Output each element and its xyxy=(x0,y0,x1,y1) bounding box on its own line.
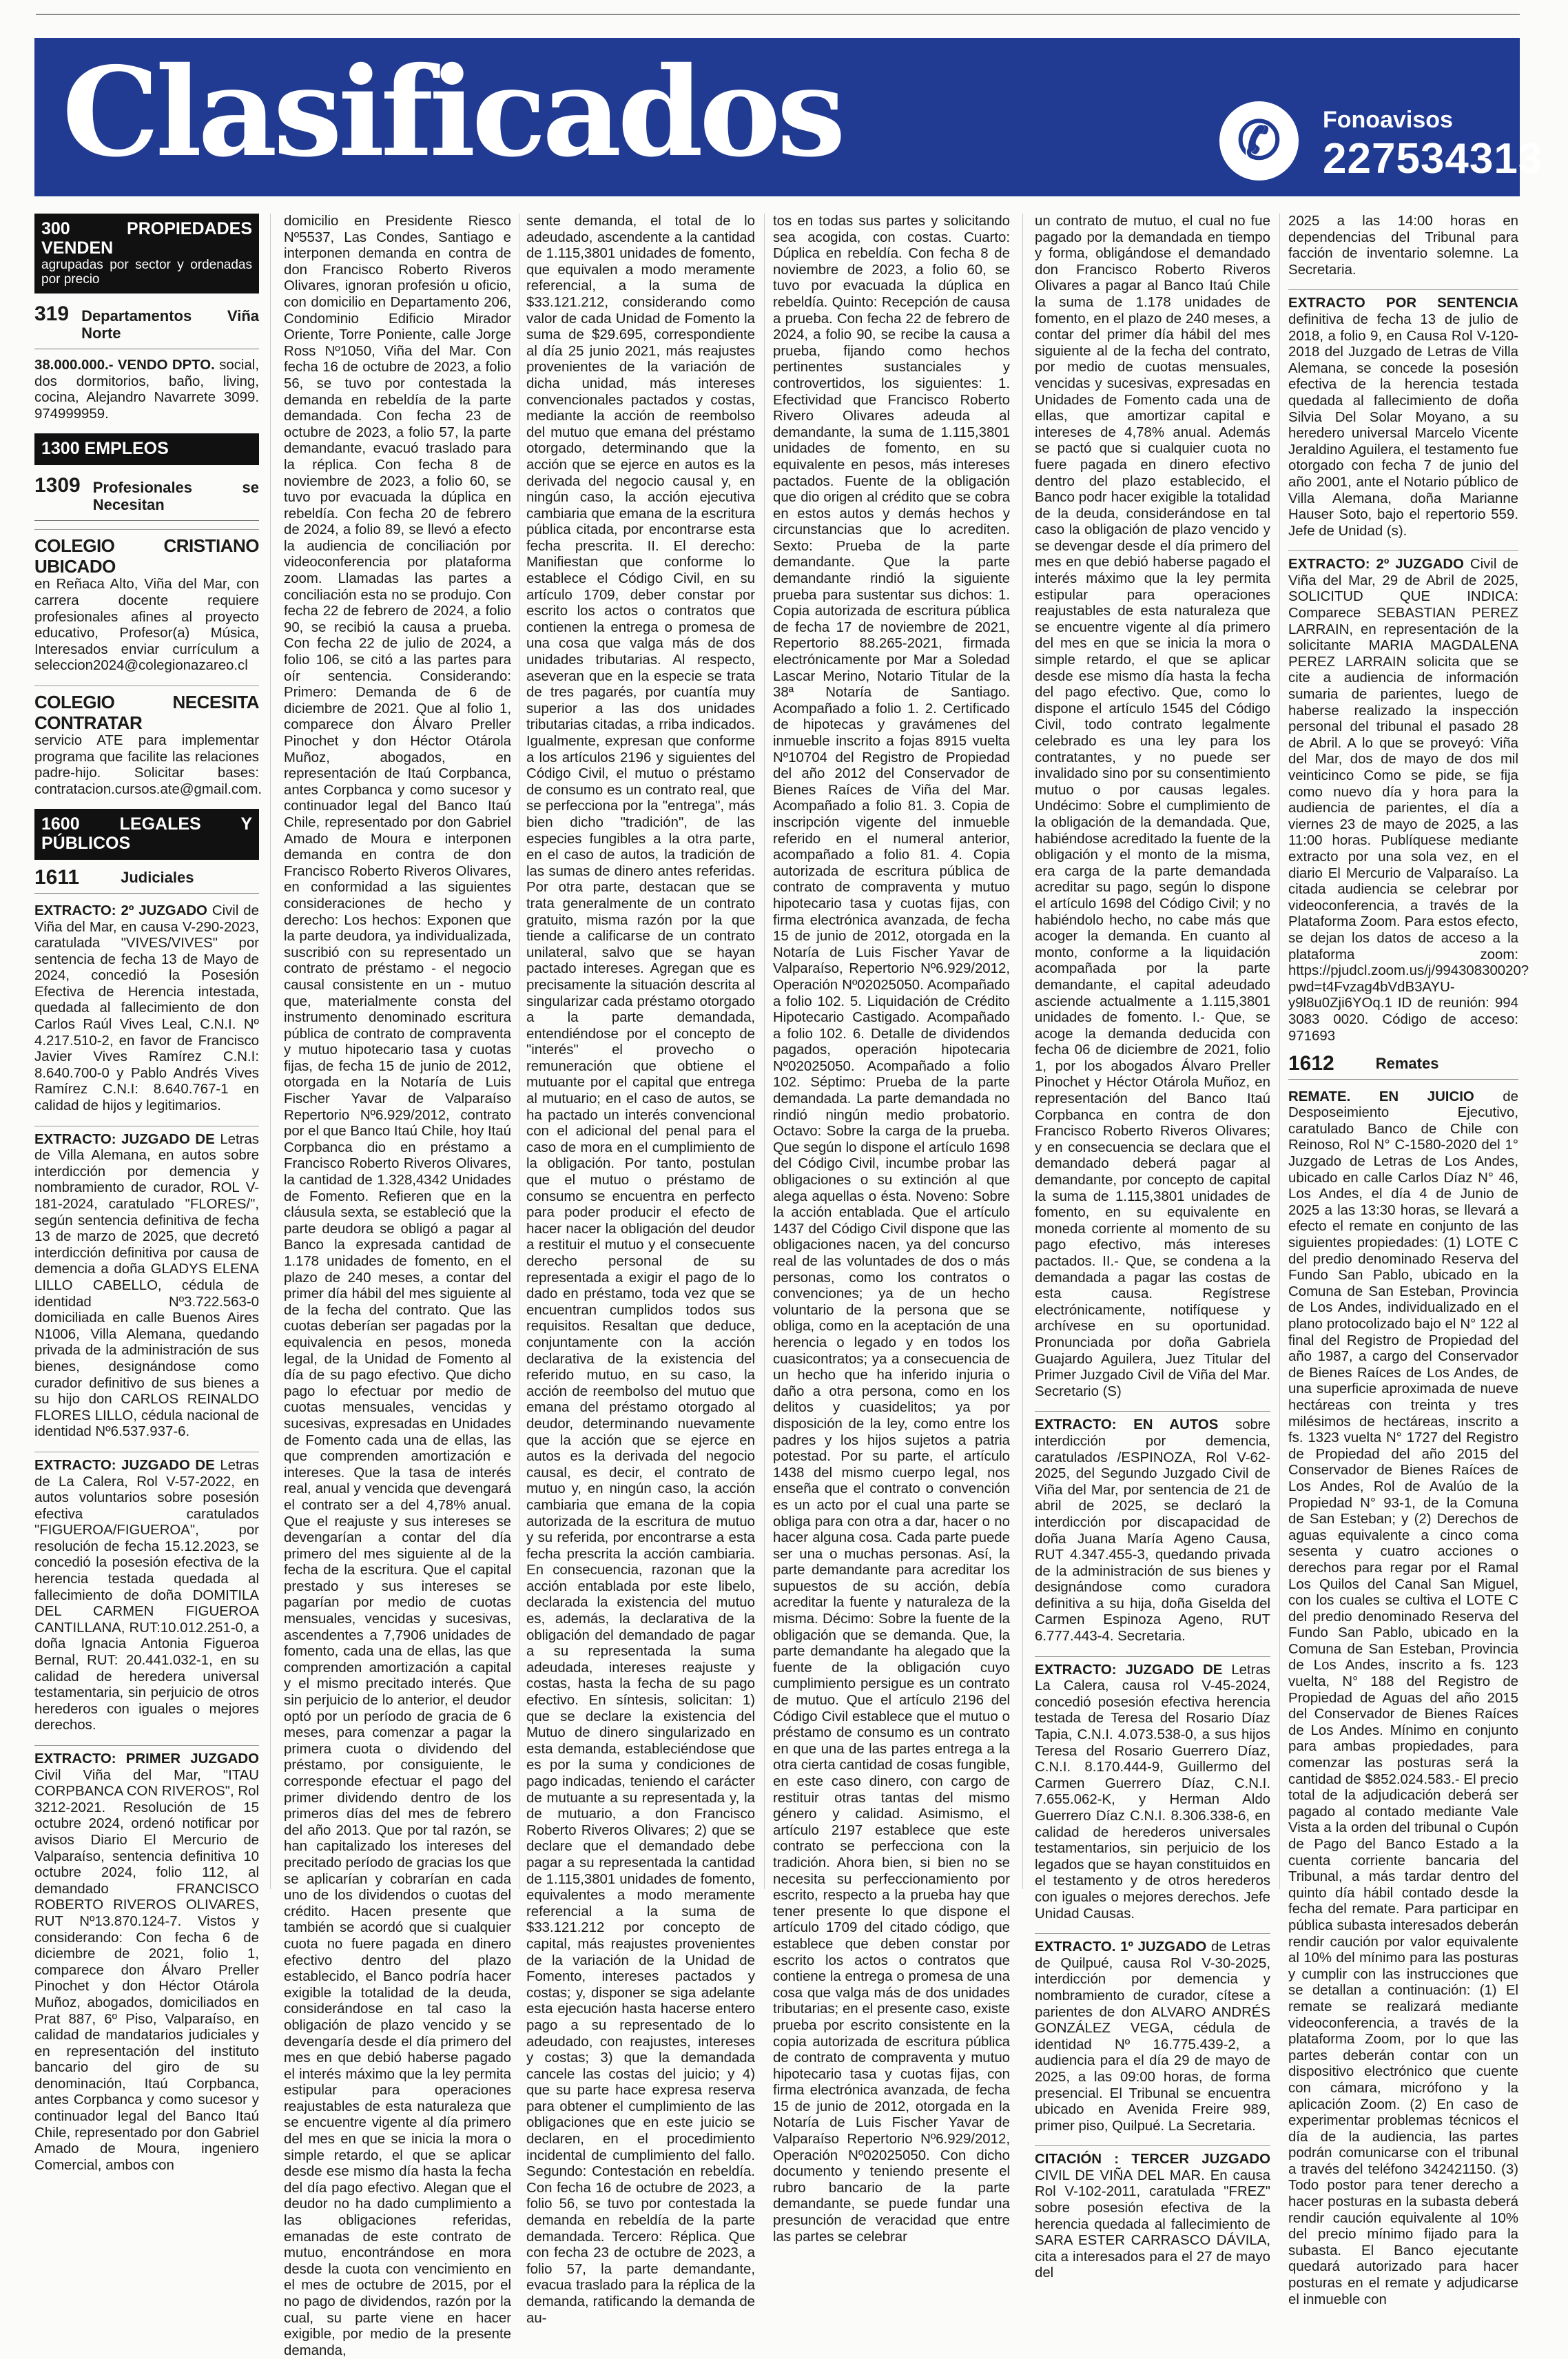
column-divider xyxy=(764,214,765,1889)
column-6 xyxy=(1288,214,1529,2307)
section-header-propiedades: 300 PROPIEDADES VENDEN agrupadas por sector y ordenadas por precio xyxy=(34,214,259,293)
remate-notice: REMATE. EN JUICIO de Desposeimiento Ejecutivo, caratulado Banco de Chile con Reinoso, Rol N° C-1580-2020 del 1° Juzgado de Letras de Los Andes, ubicado en calle Carlos Díaz N° 46, Los Andes, el día 4 de Junio de 2025 a las 13:30 horas, se llevará a efecto el remate en conjunto de las siguientes propiedades: (1) LOTE C del predio denominado Reserva del Fundo San Pablo, ubicado en la Comuna de San Esteban, Provincia de Los Andes, individualizado en el plano protocolizado bajo el N° 122 al final del Registro de Propiedad del año 1987, a cargo del Conservador de Bienes Raíces de Los Andes, de una superficie aproximada de nueve hectáreas con treinta y tres milésimos de hectáreas, inscrito a fs. 1323 vuelta N° 1727 del Registro de Propiedad del año 2015 del Conservador de Bienes Raíces de Los Andes, Rol de Avalúo de la Propiedad N° 93-1, de la Comuna de San Esteban; y (2) Derechos de aguas equivalente a cinco coma sesenta y cuatro acciones o derechos para regar por el Ramal Los Quilos del Canal San Miguel, con los cuales se cultiva el LOTE C del predio denominado Reserva del Fundo San Pablo, ubicado en la Comuna de San Esteban, Provincia de Los Andes, inscrito a fs. 123 vuelta, N° 188 del Registro de Propiedad de Aguas del año 2015 del Conservador de Bienes Raíces de Los Andes. Mínimo en conjunto para ambas propiedades, para comenzar las posturas será la cantidad de $852.024.583.- El precio total de la adjudicación deberá ser pagado al contado mediante Vale Vista a la orden del tribunal o Cupón de Pago del Banco Estado a la cuenta corriente bancaria del Tribunal, a más tardar dentro del quinto día hábil contado desde la fecha del remate. Para participar en pública subasta interesados deberán rendir caución por valor equivalente al 10% del mínimo para las posturas y cumplir con las instrucciones que se detallan a continuación: (1) El remate se realizará mediante videoconferencia, a través de la plataforma Zoom, por lo que las partes deberán contar con un dispositivo electrónico que cuente con cámara, micrófono y la aplicación Zoom. (2) En caso de experimentar problemas técnicos el día de la audiencia, las partes podrán comunicarse con el tribunal a través del teléfono 342421150. (3) Todo postor para tener derecho a hacer posturas en la subasta deberá rendir caución equivalente al 10% del precio mínimo fijado para la subasta. El Banco ejecutante quedará autorizado para hacer posturas en el remate y adjudicarse el inmueble con xyxy=(1288,1089,1518,2307)
ad-heading-colegio-necesita: COLEGIO NECESITA CONTRATAR xyxy=(34,686,259,733)
legal-notice: EXTRACTO: PRIMER JUZGADO Civil Viña del Mar, "ITAU CORPBANCA CON RIVEROS", Rol 3212-2021. Resolución de 15 octubre 2024, ordenó notificar por avisos Diario El Mercurio de Valparaíso, sentencia definitiva 10 octubre 2024, folio 112, al demandado FRANCISCO ROBERTO RIVEROS OLIVARES, RUT Nº13.870.124-7. Vistos y considerando: Con fecha 6 de diciembre de 2021, folio 1, comparece don Álvaro Preller Pinochet y don Héctor Otárola Muñoz, abogados, domiciliados en Prat 887, 6º Piso, Valparaíso, en calidad de mandatarios judiciales y en representación del instituto bancario del giro de su denominación, Itaú Corpbanca, antes Corpbanca y como sucesor y continuador legal del Banco Itaú Chile, representado por don Gabriel Amado de Moura, ingeniero Comercial, ambos con xyxy=(34,1745,259,2174)
legal-notice-continued: 2025 a las 14:00 horas en dependencias del Tribunal para facción de inventario solemne. La Secretaria. xyxy=(1288,214,1518,278)
masthead xyxy=(34,38,1543,196)
legal-notice: EXTRACTO: EN AUTOS sobre interdicción por demencia, caratulados /ESPINOZA, Rol V-62-2025, del Segundo Juzgado Civil de Viña del Mar, por sentencia de 21 de abril de 2025, se declaró la interdicción por discapacidad de doña Juana María Ageno Causa, RUT 4.347.455-3, quedando privada de la administración de sus bienes y designándose como curadora definitiva a su hija, doña Giselda del Carmen Espinoza Ageno, RUT 6.777.443-4. Secretaria. xyxy=(1035,1411,1270,1645)
column-1 xyxy=(34,214,262,2173)
subsection-departamentos: 319 Departamentos Viña Norte xyxy=(34,303,259,349)
masthead-title: Clasificados xyxy=(62,40,842,184)
ad-colegio-cristiano: en Reñaca Alto, Viña del Mar, con carrera docente requiere profesionales afines al proyecto educativo, Profesor(a) Música, Interesados enviar currículum a seleccion2024@colegionazareo.cl xyxy=(34,577,259,674)
section-header-empleos: 1300 EMPLEOS xyxy=(34,433,259,465)
legal-notice: CITACIÓN : TERCER JUZGADO CIVIL DE VIÑA DEL MAR. En causa Rol V-102-2011, caratulada "FREZ" sobre posesión efectiva de la herencia quedada al fallecimiento de SARA ESTER CARRASCO DÁVILA, cita a interesados para el 27 de mayo del xyxy=(1035,2145,1270,2282)
column-divider xyxy=(270,214,271,1889)
ad-colegio-necesita: servicio ATE para implementar programa que facilite las relaciones padre-hijo. Solicitar bases: contratacion.cursos.ate@gmail.com. xyxy=(34,732,262,797)
subsection-judiciales: 1611 Judiciales xyxy=(34,869,259,894)
legal-notice: EXTRACTO. 1º JUZGADO de Letras de Quilpué, causa Rol V-30-2025, interdicción por demencia y nombramiento de curador, cítese a parientes de don ALVARO ANDRÉS GONZÁLEZ VEGA, cédula de identidad Nº 16.775.439-2, a audiencia para el día 29 de mayo de 2025, a las 09:00 horas, de forma presencial. El Tribunal se encuentra ubicado en Avenida Freire 989, primer piso, Quilpué. La Secretaria. xyxy=(1035,1933,1270,2134)
legal-notice: EXTRACTO: JUZGADO DE Letras de Villa Alemana, en autos sobre interdicción por demencia y nombramiento de curador, ROL V-181-2024, caratulado "FLORES/", según sentencia definitiva de fecha 13 de marzo de 2025, que decretó interdicción definitiva por causa de demencia a doña GLADYS ELENA LILLO CABELLO, cédula de identidad Nº3.722.563-0 domiciliada en calle Buenos Aires N1006, Villa Alemana, quedando privada de la administración de sus bienes, designándose como curador definitivo de sus bienes a su hijo don CARLOS REINALDO FLORES LILLO, cédula nacional de identidad Nº6.537.937-6. xyxy=(34,1126,259,1441)
fonoavisos-label: Fonoavisos xyxy=(1323,107,1453,133)
legal-notice-continued: domicilio en Presidente Riesco Nº5537, Las Condes, Santiago e interponen demanda en contra de don Francisco Roberto Riveros Olivares, ignoran profesión u oficio, con domicilio en Departamento 206, Condominio Edificio Mirador Oriente, Torre Poniente, calle Jorge Ross Nº1050, Viña del Mar. Con fecha 16 de octubre de 2023, a folio 56, se tuvo por contestada la demanda en rebeldía de la parte demandada. Con fecha 23 de octubre de 2023, a folio 57, la parte demandante, evacuó traslado para la réplica. Con fecha 8 de noviembre de 2023, a folio 60, se tuvo por evacuada la dúplica en rebeldía. Con fecha 20 de febrero de 2024, a folio 89, se llevó a efecto la audiencia de conciliación por videoconferencia por plataforma zoom. Llamadas las partes a conciliación esta no se produjo. Con fecha 22 de febrero de 2024, a folio 90, se recibió la causa a prueba. Con fecha 22 de julio de 2024, a folio 106, se citó a las partes para oír sentencia. Considerando: Primero: Demanda de 6 de diciembre de 2021. Que al folio 1, comparece don Álvaro Preller Pinochet y don Héctor Otárola Muñoz, abogados, en representación de Itaú Corpbanca, antes Corpbanca y como sucesor y continuador legal del Banco Itaú Chile, representado por don Gabriel Amado de Moura e interponen demanda en contra de don Francisco Roberto Riveros Olivares, en conformidad a las siguientes consideraciones de hecho y derecho: Los hechos: Exponen que la parte deudora, ya individualizada, suscribió con su representado un contrato de préstamo - el negocio causal consistente en un - mutuo que, materialmente consta del instrumento denominado escritura pública de contrato de compraventa y mutuo hipotecario tasa y cuotas fijas, de fecha 15 de junio de 2012, otorgada en la Notaría de Luis Fischer Yavar de Valparaíso Repertorio Nº6.929/2012, contrato por el que Banco Itaú Chile, hoy Itaú Corpbanca dio en préstamo a Francisco Roberto Riveros Olivares, la cantidad de 1.328,4342 Unidades de Fomento. Refieren que en la cláusula sexta, se estableció que la parte deudora se obligó a pagar al Banco la expresada cantidad de 1.178 unidades de fomento, en el plazo de 240 meses, a contar del primer día hábil del mes siguiente al de la fecha del contrato. Que las cuotas deberían ser pagadas por la equivalencia en pesos, moneda legal, de la Unidad de Fomento al día de su pago efectivo. Que dicho pago lo efectuar por medio de cuotas mensuales, vencidas y sucesivas, expresadas en Unidades de Fomento cada una de ellas, las que comprenden amortización e intereses. Que la tasa de interés real, anual y vencida que devengará el contrato ser a del 4,78% anual. Que el reajuste y sus intereses se devengarían a contar del día primero del mes siguiente al de la fecha de la escritura. Que el capital prestado y sus intereses se pagarían por medio de cuotas mensuales, vencidas y sucesivas, ascendentes a 7,7906 unidades de fomento, cada una de ellas, las que comprenden amortización a capital y el mismo precitado interés. Que sin perjuicio de lo anterior, el deudor optó por un período de gracia de 6 meses, para comenzar a pagar la primera cuota o dividendo del préstamo, por consiguiente, le corresponde efectuar el pago del primer dividendo dentro de los primeros días del mes de febrero del año 2013. Que por tal razón, se han capitalizado los intereses del precitado período de gracias los que se aplicarían y cobrarían en cada uno de los dividendos o cuotas del crédito. Hacen presente que también se acordó que si cualquier cuota no fuere pagada en dinero efectivo dentro del plazo establecido, el Banco podría hacer exigible la totalidad de la deuda, considerándose en tal caso la obligación de plazo vencido y se devengaría desde el día primero del mes en que debió haberse pagado el interés máximo que la ley permita estipular para operaciones reajustables de esta naturaleza que se encuentre vigente al día primero del mes en que se inicia la mora o simple retardo, el que se aplicar desde ese mismo día hasta la fecha del día pago efectivo. Alegan que el deudor no ha dado cumplimiento a las obligaciones referidas, emanadas de este contrato de mutuo, encontrándose en mora desde la cuota con vencimiento en el mes de octubre de 2015, por el no pago de dividendos, razón por la cual, su parte viene en hacer exigible, por medio de la presente demanda, xyxy=(284,214,511,2358)
column-3 xyxy=(526,214,755,2326)
legal-notice: EXTRACTO: JUZGADO DE Letras La Calera, causa rol V-45-2024, concedió posesión efectiva herencia testada de Teresa del Rosario Díaz Tapia, C.N.I. 4.073.538-0, a sus hijos Teresa del Rosario Guerrero Díaz, C.N.I. 8.170.444-9, Guillermo del Carmen Guerrero Díaz, C.N.I. 7.655.062-K, y Herman Aldo Guerrero Díaz C.N.I. 8.306.338-6, en calidad de herederos universales testamentarios, sin perjuicio de los legados que se hayan constituidos en el testamento y de otros herederos con iguales o mejores derechos. Jefe Unidad Causas. xyxy=(1035,1656,1270,1923)
legal-notice: EXTRACTO: 2º JUZGADO Civil de Viña del Mar, 29 de Abril de 2025, SOLICITUD QUE INDICA: Comparece SEBASTIAN PEREZ LARRAIN, en representación de la solicitante MARIA MAGDALENA PEREZ LARRAIN solicita que se cite a audiencia de información sumaria de parientes, luego de haberse realizado la inspección personal del tribunal el pasado 28 de Abril. A lo que se proveyó: Viña del Mar, dos de mayo de dos mil veinticinco Como se pide, se fija como nuevo día y hora para la audiencia de parientes, el día a viernes 23 de mayo de 2025, a las 11:00 horas. Publíquese mediante extracto por una sola vez, en el diario El Mercurio de Valparaíso. La citada audiencia se celebrar por videoconferencia, a través de la Plataforma Zoom. Para estos efecto, se dejan los datos de acceso a la plataforma zoom: https://pjudcl.zoom.us/j/99430830020?pwd=t4Fvzag4bVdB3AYU-y9l8u0Zji6YOq.1 ID de reunión: 994 3083 0020. Código de acceso: 971693 xyxy=(1288,550,1518,1044)
column-divider xyxy=(1279,214,1280,1889)
column-divider xyxy=(1022,214,1023,1889)
section-header-legales: 1600 LEGALES Y PÚBLICOS xyxy=(34,809,259,860)
legal-notice: EXTRACTO: 2º JUZGADO Civil de Viña del Mar, en causa V-290-2023, caratulada "VIVES/VIVES" por sentencia de fecha 13 de Mayo de 2024, concedió la Posesión Efectiva de Herencia intestada, quedada al fallecimiento de don Carlos Raúl Vives Leal, C.N.I. Nº 4.217.510-2, en favor de Francisco Javier Vives Ramírez C.N.I: 8.640.700-0 y Pablo Andrés Vives Ramírez C.N.I: 8.640.767-1 en calidad de hijos y legitimarios. xyxy=(34,903,259,1114)
top-rule xyxy=(36,14,1520,15)
column-2 xyxy=(284,214,511,2358)
column-5 xyxy=(1035,214,1271,2281)
phone-icon: ✆ xyxy=(1219,101,1299,181)
legal-notice-continued: sente demanda, el total de lo adeudado, ascendente a la cantidad de 1.115,3801 unidades de fomento, que equivalen a modo meramente referencial, a la suma de $33.121.212, considerando como valor de cada Unidad de Fomento la suma de $29.695, correspondiente al día 25 junio 2021, más reajustes provenientes de la variación de dicha unidad, más intereses convencionales pactados y costas, mediante la acción de reembolso del mutuo que emana del préstamo otorgado, determinando que la acción que se ejerce en autos es la derivada del negocio causal y, en ningún caso, la acción ejecutiva cambiaria que emana de la escritura pública citada, por encontrarse esta fecha prescrita. II. El derecho: Manifiestan que conforme lo establece el Código Civil, en su artículo 1709, deber constar por escrito los actos o contratos que contienen la entrega o promesa de una cosa que valga más de dos unidades tributarias. Al respecto, aseveran que en la especie se trata de tres pagarés, por cuantía muy superior a las dos unidades tributarias citadas, a rriba indicados. Igualmente, expresan que conforme a los artículos 2196 y siguientes del Código Civil, el mutuo o préstamo de consumo es un contrato real, que se perfecciona por la "entrega", más bien dicho "tradición", de las especies fungibles a la otra parte, en el caso de autos, la tradición de las sumas de dinero antes referidas. Por otra parte, destacan que se trata generalmente de un contrato gratuito, misma razón por la que tiende a calificarse de un contrato unilateral, salvo que se hayan pactado intereses. Agregan que es precisamente la situación descrita al singularizar cada préstamo otorgado a la parte demandada, entendiéndose por el concepto de "interés" el provecho o remuneración que obtiene el mutuante por el capital que entrega al mutuario; en el caso de autos, se ha pactado un interés convencional con el adicional del penal para el caso de mora en el cumplimiento de la obligación. Por tanto, postulan que el mutuo o préstamo de consumo se encuentra en perfecto para poder producir el efecto de hacer nacer la obligación del deudor a restituir el mutuo y el consecuente derecho personal de su representada a exigir el pago de lo dado en préstamo, toda vez que se encuentran cumplidos todos sus requisitos. Resaltan que deduce, conjuntamente con la acción declarativa de la existencia del referido mutuo, en su caso, la acción de reembolso del mutuo que emana del préstamo otorgado al deudor, determinando nuevamente que la acción que se ejerce en autos es la derivada del negocio causal, es decir, el contrato de mutuo y, en ningún caso, la acción cambiaria que emana de la copia autorizada de la escritura de mutuo y su referida, por encontrarse a esta fecha prescrita la acción cambiaria. En consecuencia, razonan que la acción entablada por este libelo, declarada la existencia del mutuo es, además, la declarativa de la obligación del demandado de pagar a su representada la suma adeudada, intereses reajuste y costas, hasta la fecha de su pago efectivo. En síntesis, solicitan: 1) que se declare la existencia del Mutuo de dinero singularizado en esta demanda, estableciéndose que es por la suma y condiciones de pago indicadas, teniendo el carácter de mutuante a su representada y, la de mutuario, a don Francisco Roberto Riveros Olivares; 2) que se declare que el demandado debe pagar a su representada la cantidad de 1.115,3801 unidades de fomento, equivalentes a modo meramente referencial a la suma de $33.121.212 por concepto de capital, más reajustes provenientes de la variación de la Unidad de Fomento, intereses pactados y costas; y, disponer se siga adelante esta ejecución hasta hacerse entero pago a su representado de lo adeudado, con reajustes, intereses y costas; 3) que la demandada cancele las costas del juicio; y 4) que su parte hace expresa reserva para obtener el cumplimiento de las obligaciones que en este juicio se declaren, en el procedimiento incidental de cumplimiento del fallo. Segundo: Contestación en rebeldía. Con fecha 16 de octubre de 2023, a folio 56, se tuvo por contestada la demanda en rebeldía de la parte demandada. Tercero: Réplica. Que con fecha 23 de octubre de 2023, a folio 57, la parte demandante, evacua traslado para la réplica de la demanda, ratificando la demanda de au- xyxy=(526,214,755,2326)
ad-departamento: 38.000.000.- VENDO DPTO. social, dos dormitorios, baño, living, cocina, Alejandro Navarrete 3099. 974999959. xyxy=(34,358,259,422)
legal-notice-continued: un contrato de mutuo, el cual no fue pagado por la demandada en tiempo y forma, obligándose el demandado don Francisco Roberto Riveros Olivares a pagar al Banco Itaú Chile la suma de 1.178 unidades de fomento, en el plazo de 240 meses, a contar del primer día hábil del mes siguiente al de la fecha del contrato, por medio de cuotas mensuales, vencidas y sucesivas, expresadas en Unidades de Fomento cada una de ellas, que amortizar capital e intereses de 4,78% anual. Además se pactó que si cualquier cuota no fuere pagada en dinero efectivo dentro del plazo establecido, el Banco podr hacer exigible la totalidad de la deuda, considerándose en tal caso la obligación de plazo vencido y se devengar desde el día primero del mes en que debió haberse pagado el interés máximo que la ley permita estipular para operaciones reajustables de esta naturaleza que se encuentre vigente al día primero del mes en que se inicia la mora o simple retardo, el que se aplicar desde ese mismo día hasta la fecha del pago efectivo. Que, como lo dispone el artículo 1545 del Código Civil, todo contrato legalmente celebrado es una ley para los contratantes, y no puede ser invalidado sino por su consentimiento mutuo o por causas legales. Undécimo: Sobre el cumplimiento de la obligación de la demandada. Que, habiéndose acreditado la fuente de la obligación y el monto de la misma, era carga de la parte demandada acreditar su pago, según lo dispone el artículo 1698 del Código Civil; y no habiéndolo hecho, no cabe más que acoger la demanda. En cuanto al monto, conforme a la liquidación acompañada por la parte demandante, el capital adeudado asciende actualmente a 1.115,3801 unidades de fomento. I.- Que, se acoge la demanda deducida con fecha 06 de diciembre de 2021, folio 1, por los abogados Álvaro Preller Pinochet y Héctor Otárola Muñoz, en representación del Banco Itaú Corpbanca en contra de don Francisco Roberto Riveros Olivares; y en consecuencia se declara que el demandado deberá pagar al demandante, por concepto de capital la suma de 1.115,3801 unidades de fomento, en su equivalente en moneda corriente al momento de su pago efectivo, más intereses pactados. II.- Que, se condena a la demandada a pagar las costas de esta causa. Regístrese electrónicamente, notifíquese y archívese en su oportunidad. Pronunciada por doña Gabriela Guajardo Aguilera, Juez Titular del Primer Juzgado Civil de Viña del Mar. Secretario (S) xyxy=(1035,214,1270,1399)
legal-notice: EXTRACTO POR SENTENCIA definitiva de fecha 13 de julio de 2018, a folio 9, en Causa Rol V-120-2018 del Juzgado de Letras de Villa Alemana, se concede la posesión efectiva de la herencia testada quedada al fallecimiento de doña Silvia Del Solar Moyano, a su heredero universal Marcelo Vicente Jeraldino Aguilera, el testamento fue otorgado con fecha 7 de junio del año 2001, ante el Notario público de Villa Alemana, doña Marianne Hauser Soto, bajo el repertorio 559. Jefe de Unidad (s). xyxy=(1288,289,1518,539)
fonoavisos-number: 227534313 xyxy=(1323,135,1543,183)
subsection-profesionales: 1309 Profesionales se Necesitan xyxy=(34,475,259,521)
legal-notice: EXTRACTO: JUZGADO DE Letras de La Calera, Rol V-57-2022, en autos voluntarios sobre posesión efectiva caratulados "FIGUEROA/FIGUEROA", por resolución de fecha 15.12.2023, se concedió la posesión efectiva de la herencia testada quedada al fallecimiento de doña DOMITILA DEL CARMEN FIGUEROA CANTILLANA, RUT:10.012.251-0, a doña Ignacia Antonia Figueroa Bernal, RUT: 20.441.032-1, en su calidad de heredera universal testamentaria, sin perjuicio de otros herederos con iguales o mejores derechos. xyxy=(34,1452,259,1734)
column-4 xyxy=(773,214,1010,2245)
subsection-remates: 1612 Remates xyxy=(1288,1055,1518,1080)
ad-heading-colegio-cristiano: COLEGIO CRISTIANO UBICADO xyxy=(34,529,259,577)
legal-notice-continued: tos en todas sus partes y solicitando sea acogida, con costas. Cuarto: Dúplica en rebeldía. Con fecha 8 de noviembre de 2023, a folio 60, se tuvo por evacuada la dúplica en rebeldía. Quinto: Recepción de causa a prueba. Con fecha 22 de febrero de 2024, a folio 90, se recibe la causa a prueba, fijando como hechos pertinentes sustanciales y controvertidos, los siguientes: 1. Efectividad que Francisco Roberto Rivero Olivares adeuda al demandante, la suma de 1.115,3801 unidades de fomento, en su equivalente en pesos, más intereses pactados. Fuente de la obligación que dio origen al crédito que se cobra en estos autos y demás hechos y circunstancias que lo acrediten. Sexto: Prueba de la parte demandante. Que la parte demandante rindió la siguiente prueba para sustentar sus dichos: 1. Copia autorizada de escritura pública de fecha 17 de noviembre de 2021, Repertorio 88.265-2021, firmada electrónicamente por Mar a Soledad Lascar Merino, Notario Titular de la 38ª Notaría de Santiago. Acompañado a folio 1. 2. Certificado de hipotecas y gravámenes del inmueble inscrito a fojas 8915 vuelta Nº10704 del Registro de Propiedad del año 2012 del Conservador de Bienes Raíces de Viña del Mar. Acompañado a folio 81. 3. Copia de inscripción vigente del inmueble referido en el numeral anterior, acompañado a folio 81. 4. Copia autorizada de escritura pública de contrato de compraventa y mutuo hipotecario tasa y cuotas fijas, con firma electrónica avanzada, de fecha 15 de junio de 2012, otorgada en la Notaría de Luis Fischer Yavar de Valparaíso, Repertorio Nº6.929/2012, Operación Nº02025050. Acompañado a folio 102. 5. Liquidación de Crédito Hipotecario Castigado. Acompañado a folio 102. 6. Detalle de dividendos pagados, operación hipotecaria Nº02025050. Acompañado a folio 102. Séptimo: Prueba de la parte demandada. La parte demandada no rindió ningún medio probatorio. Octavo: Sobre la carga de la prueba. Que según lo dispone el artículo 1698 del Código Civil, incumbe probar las obligaciones o su extinción al que alega aquellas o ésta. Noveno: Sobre la acción entablada. Que el artículo 1437 del Código Civil dispone que las obligaciones nacen, ya del concurso real de las voluntades de dos o más personas, como los contratos o convenciones; ya de un hecho voluntario de la persona que se obliga, como en la aceptación de una herencia o legado y en todos los cuasicontratos; ya a consecuencia de un hecho que ha inferido injuria o daño a otra persona, como en los delitos y cuasidelitos; ya por disposición de la ley, como entre los padres y los hijos sujetos a patria potestad. Por su parte, el artículo 1438 del mismo cuerpo legal, nos enseña que el contrato o convención es un acto por el cual una parte se obliga para con otra a dar, hacer o no hacer alguna cosa. Cada parte puede ser una o muchas personas. Así, la parte demandante para acreditar los supuestos de su acción, debía acreditar la fuente y naturaleza de la misma. Décimo: Sobre la fuente de la obligación que se demanda. Que, la parte demandante ha alegado que la fuente de la obligación cuyo cumplimiento persigue es un contrato de mutuo. Que el artículo 2196 del Código Civil establece que el mutuo o préstamo de consumo es un contrato en que una de las partes entrega a la otra cierta cantidad de cosas fungible, en este caso dinero, con cargo de restituir otras tantas del mismo género y calidad. Asimismo, el artículo 2197 establece que este contrato se perfecciona con la tradición. Ahora bien, si bien no se necesita su perfeccionamiento por escrito, respecto a la prueba hay que tener presente lo que dispone el artículo 1709 del citado código, que establece que deben constar por escrito los actos o contratos que contiene la entrega o promesa de una cosa que valga más de dos unidades tributarias; en el presente caso, existe prueba por escrito consistente en la copia autorizada de escritura pública de contrato de compraventa y mutuo hipotecario tasa y cuotas fijas, con firma electrónica avanzada, de fecha 15 de junio de 2012, otorgada en la Notaría de Luis Fischer Yavar de Valparaíso Repertorio Nº6.929/2012, Operación Nº02025050. Con dicho documento y teniendo presente el rubro bancario de la parte demandante, se puede fundar una presunción de veracidad que entre las partes se celebrar xyxy=(773,214,1010,2245)
